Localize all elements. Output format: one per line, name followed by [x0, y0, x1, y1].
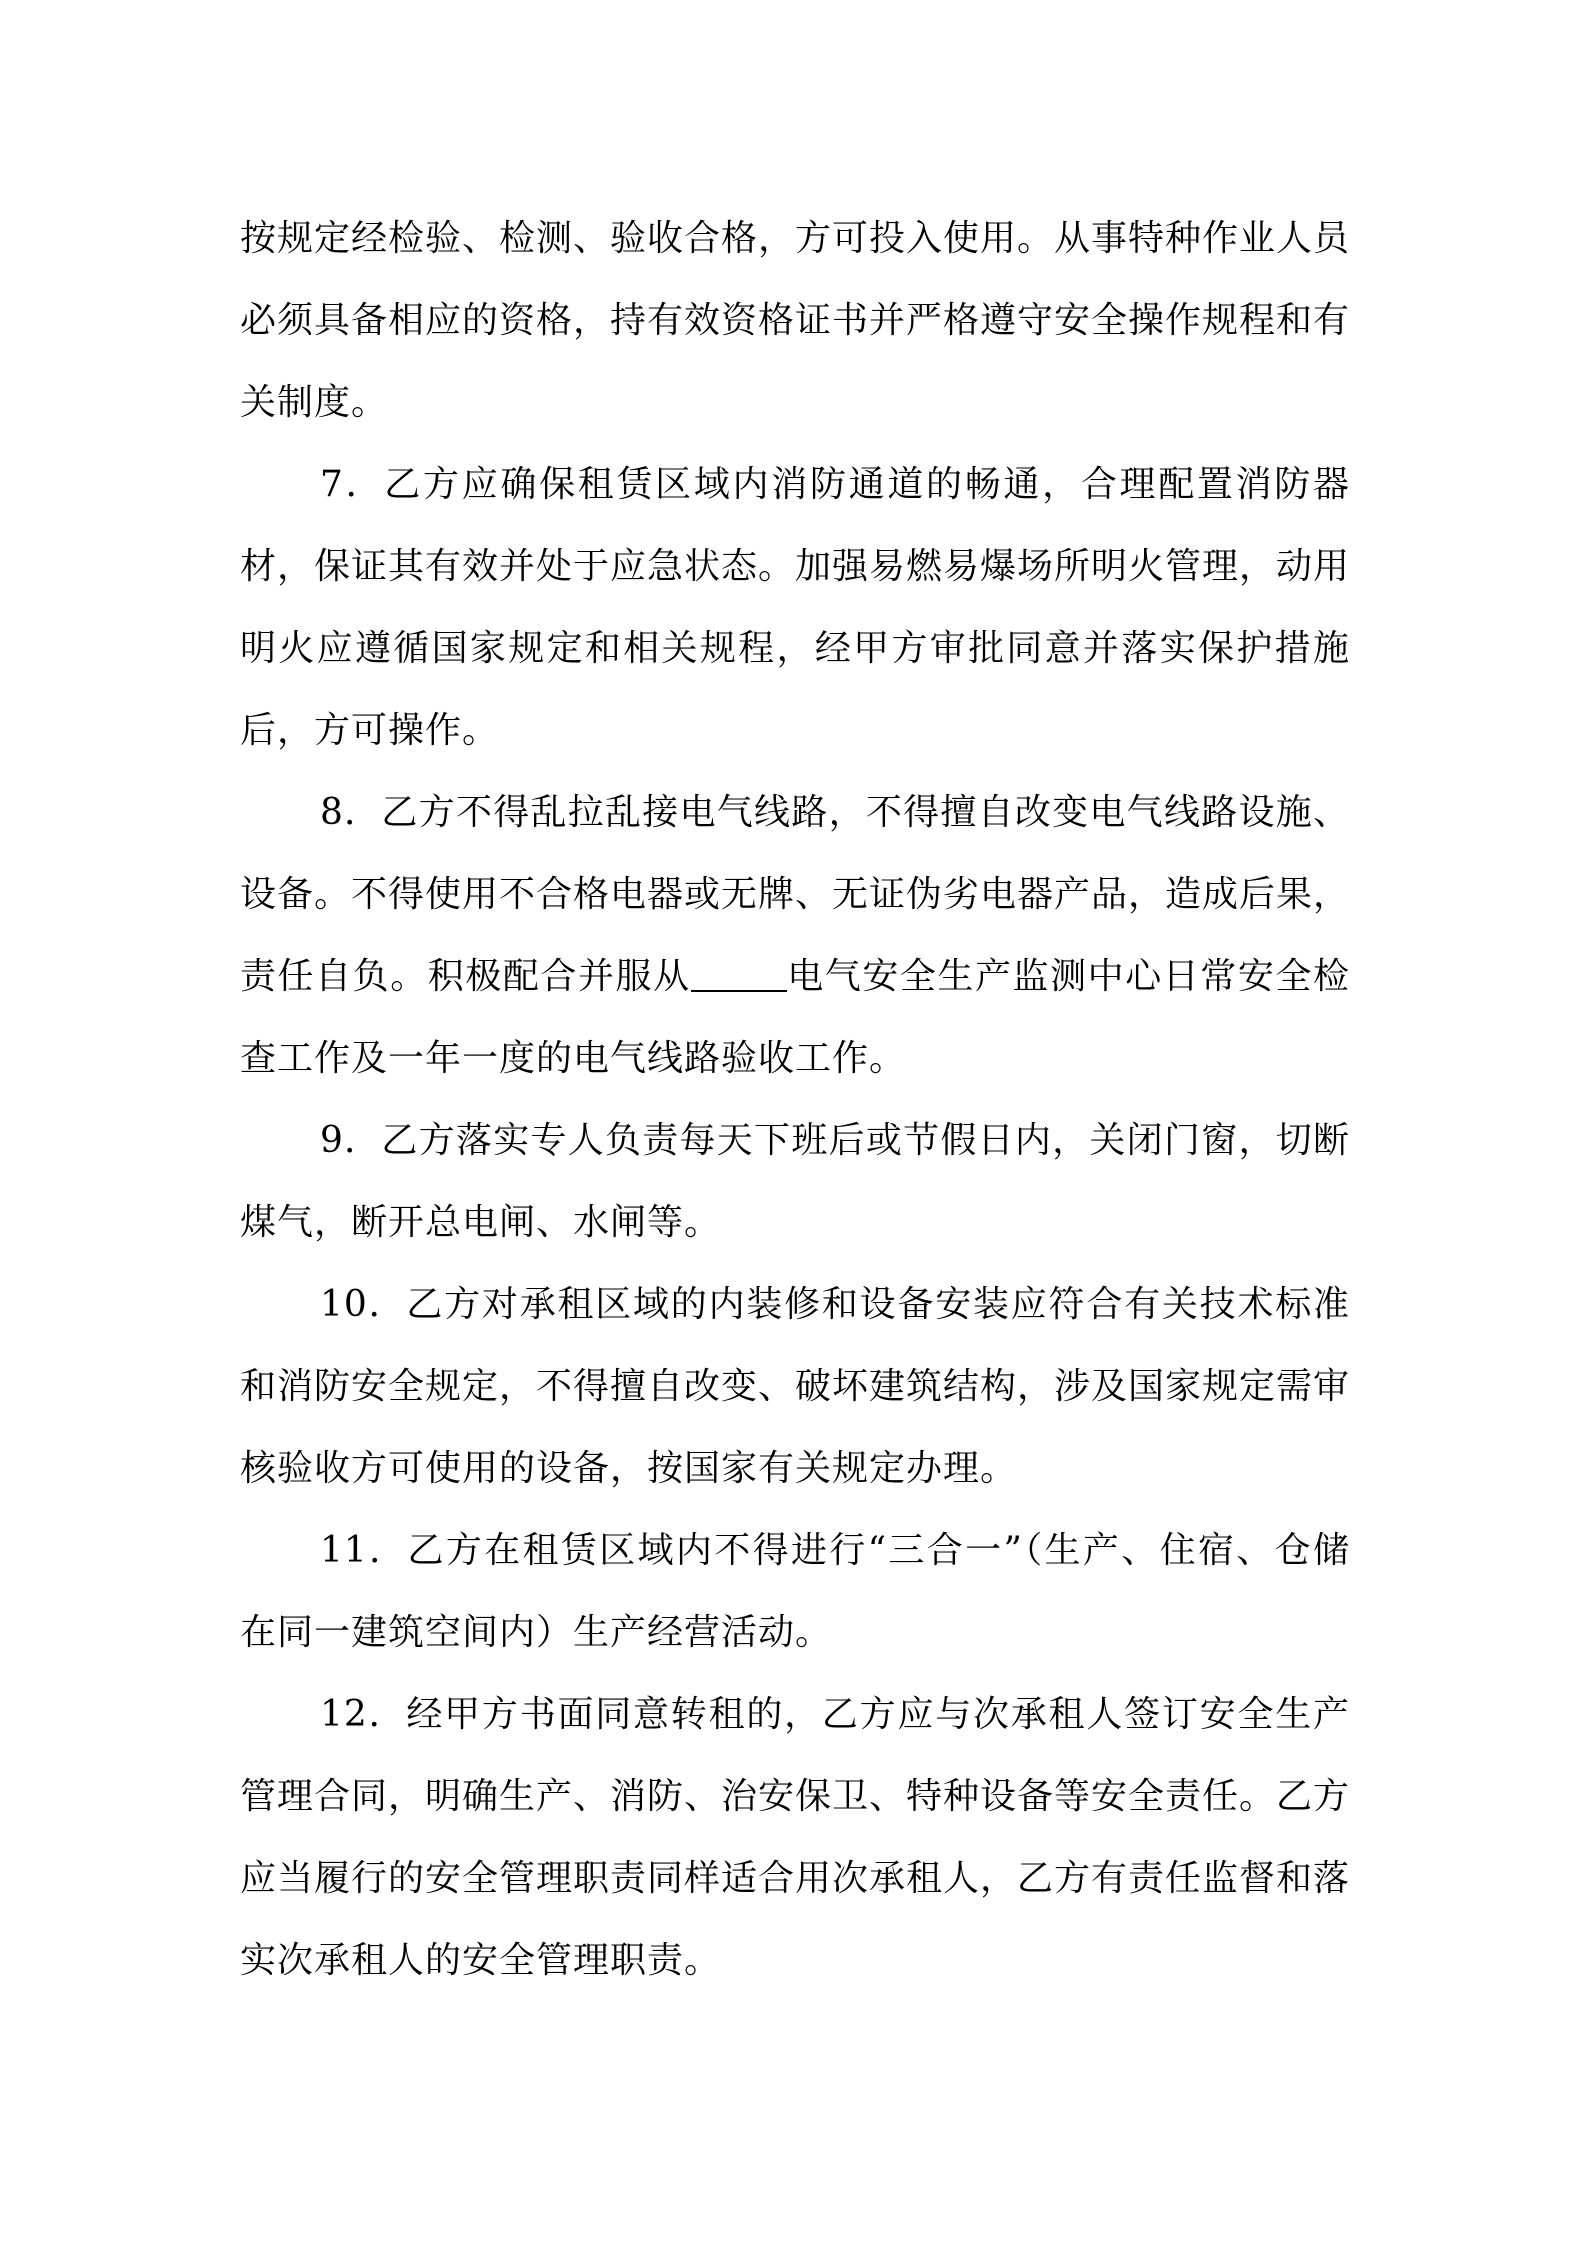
paragraph-clause-7	[240, 444, 1350, 772]
paragraph-text: 11．乙方在租赁区域内不得进行“三合一”（生产、住宿、仓储在同一建筑空间内）生产经营活动。	[240, 1530, 1350, 1653]
paragraph-text: 10．乙方对承租区域的内装修和设备安装应符合有关技术标准和消防安全规定，不得擅自改变、破坏建筑结构，涉及国家规定需审核验收方可使用的设备，按国家有关规定办理。	[240, 1284, 1351, 1489]
paragraph-clause-12	[240, 1674, 1350, 2002]
paragraph-text-after-blank: 电气安全生产监测中心日常安全检查工作及一年一度的电气线路验收工作。	[240, 956, 1350, 1079]
paragraph-clause-9	[240, 1100, 1350, 1264]
document-body	[240, 198, 1350, 2002]
paragraph-text-before-blank: 8．乙方不得乱拉乱接电气线路，不得擅自改变电气线路设施、设备。不得使用不合格电器或无牌、无证伪劣电器产品，造成后果，责任自负。积极配合并服从	[240, 792, 1351, 997]
paragraph-clause-11	[240, 1510, 1350, 1674]
fill-in-blank	[691, 960, 787, 992]
paragraph-text: 按规定经检验、检测、验收合格，方可投入使用。从事特种作业人员必须具备相应的资格，持有效资格证书并严格遵守安全操作规程和有关制度。	[240, 218, 1351, 423]
paragraph-clause-8	[240, 772, 1350, 1100]
paragraph-clause-10	[240, 1264, 1350, 1510]
paragraph-text: 7．乙方应确保租赁区域内消防通道的畅通，合理配置消防器材，保证其有效并处于应急状态。加强易燃易爆场所明火管理，动用明火应遵循国家规定和相关规程，经甲方审批同意并落实保护措施后，方可操作。	[240, 464, 1351, 751]
paragraph-continuation	[240, 198, 1350, 444]
paragraph-text: 9．乙方落实专人负责每天下班后或节假日内，关闭门窗，切断煤气，断开总电闸、水闸等。	[240, 1120, 1350, 1243]
paragraph-text: 12．经甲方书面同意转租的，乙方应与次承租人签订安全生产管理合同，明确生产、消防、治安保卫、特种设备等安全责任。乙方应当履行的安全管理职责同样适合用次承租人，乙方有责任监督和落实次承租人的安全管理职责。	[240, 1694, 1351, 1981]
